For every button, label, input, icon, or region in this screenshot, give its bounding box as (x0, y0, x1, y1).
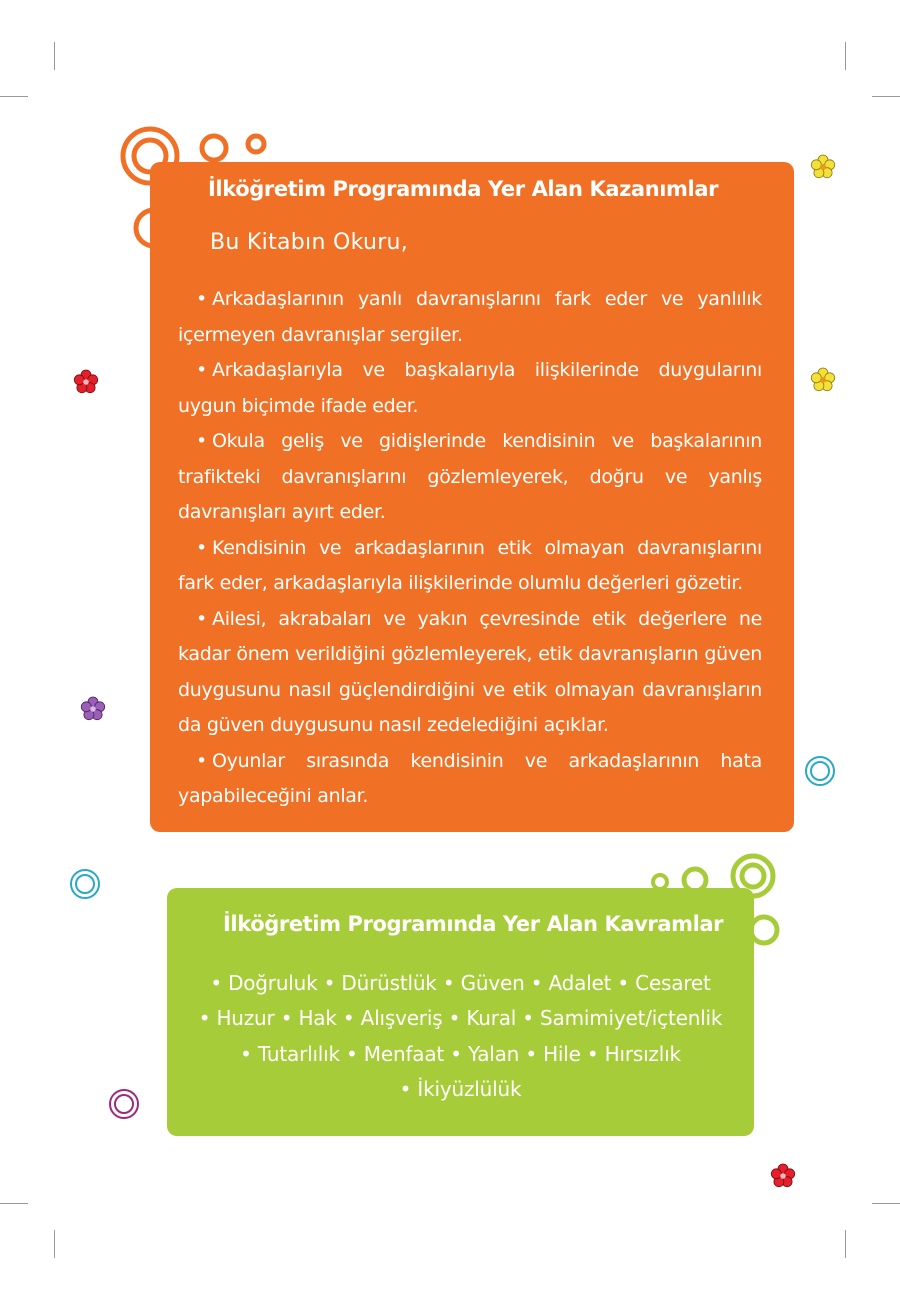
objective-text: Oyunlar sırasında kendisinin ve arkadaşlarının hata yapabileceğini anlar. (178, 749, 762, 807)
concepts-line: • İkiyüzlülük (399, 1076, 522, 1101)
concepts-title: İlköğretim Programında Yer Alan Kavramlar (223, 912, 724, 936)
flower-icon (810, 154, 836, 180)
objectives-list (178, 282, 762, 815)
objective-text: Kendisinin ve arkadaşlarının etik olmayan davranışlarını fark eder, arkadaşlarıyla ilişkilerinde olumlu değerleri gözetir. (178, 536, 762, 594)
list-item (178, 531, 762, 602)
flower-icon (770, 1163, 796, 1189)
bullet: • (196, 749, 207, 772)
crop-mark (845, 42, 846, 70)
objective-text: Ailesi, akrabaları ve yakın çevresinde etik değerlere ne kadar önem verildiğini gözlemleyerek, etik davranışların güven duygusunu nasıl güçlendirdiğini ve etik olmayan davranışların da güven duygusunu nasıl zedelediğini açıklar. (178, 607, 762, 736)
bullet: • (196, 607, 207, 630)
concepts-list (167, 966, 754, 1107)
crop-mark (845, 1230, 846, 1258)
crop-mark (872, 1203, 900, 1204)
cyan-ring-icon (69, 868, 101, 900)
objective-text: Okula geliş ve gidişlerinde kendisinin ve başkalarının trafikteki davranışlarını gözlemleyerek, doğru ve yanlış davranışları ayırt eder. (178, 430, 762, 523)
list-item (178, 353, 762, 424)
flower-icon (73, 369, 99, 395)
concepts-panel (167, 888, 754, 1136)
crop-mark (54, 42, 55, 70)
cyan-ring-icon (804, 755, 836, 787)
list-item (178, 602, 762, 744)
concepts-line: • Doğruluk • Dürüstlük • Güven • Adalet • Cesaret (210, 971, 711, 995)
crop-mark (54, 1230, 55, 1258)
bullet: • (196, 536, 207, 559)
reader-greeting: Bu Kitabın Okuru, (210, 230, 409, 255)
flower-icon (80, 696, 106, 722)
bullet: • (196, 430, 207, 452)
bullet: • (196, 288, 207, 310)
flower-icon (810, 367, 836, 393)
list-item (178, 424, 762, 531)
crop-mark (0, 96, 28, 97)
list-item (178, 744, 762, 815)
concepts-line: • Tutarlılık • Menfaat • Yalan • Hile • Hırsızlık (240, 1041, 681, 1066)
crop-mark (872, 96, 900, 97)
list-item (178, 282, 762, 353)
objective-text: Arkadaşlarıyla ve başkalarıyla ilişkilerinde duygularını uygun biçimde ifade eder. (178, 359, 762, 417)
objectives-title: İlköğretim Programında Yer Alan Kazanımlar (208, 177, 719, 201)
purple-ring-icon (108, 1088, 140, 1120)
crop-mark (0, 1203, 28, 1204)
bullet: • (196, 359, 207, 381)
objective-text: Arkadaşlarının yanlı davranışlarını fark eder ve yanlılık içermeyen davranışlar sergiler. (178, 288, 762, 346)
learning-objectives-panel (150, 162, 794, 832)
concepts-line: • Huzur • Hak • Alışveriş • Kural • Samimiyet/içtenlik (198, 1006, 723, 1031)
